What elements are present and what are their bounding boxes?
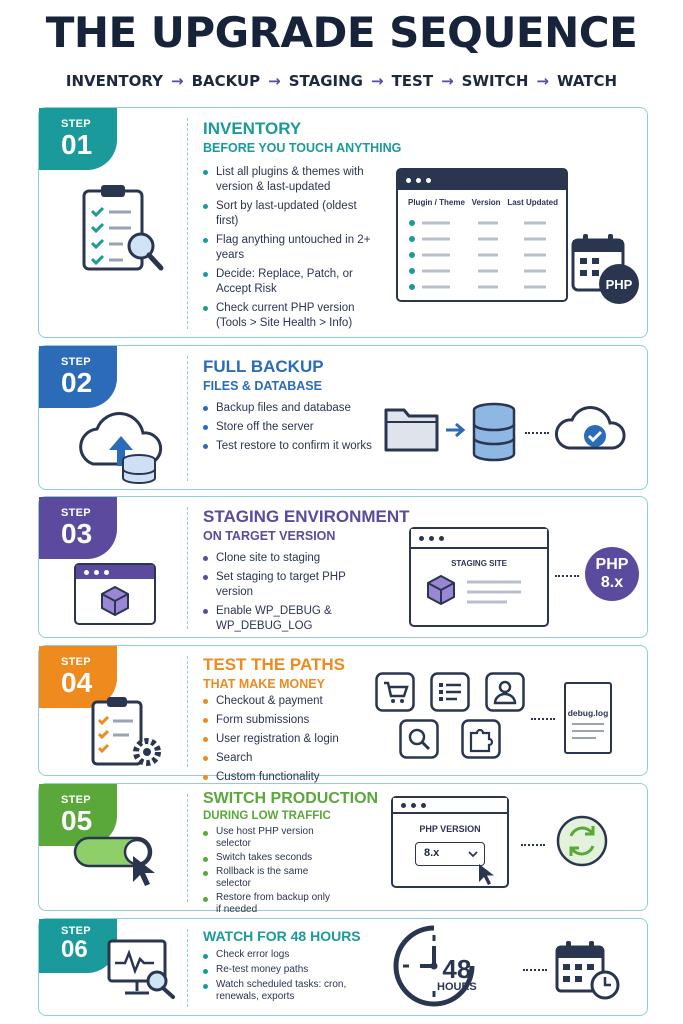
table-rows — [398, 211, 566, 301]
bullet-list — [203, 949, 353, 1006]
step-label: STEP — [61, 356, 91, 368]
step-number: 06 — [61, 936, 88, 963]
divider — [187, 656, 188, 767]
hours-number: 48 — [442, 954, 472, 984]
seq-test: TEST — [391, 72, 434, 90]
php-version-label: PHP VERSION — [419, 824, 481, 834]
seq-staging: STAGING — [288, 72, 363, 90]
bullet-item: Rollback is the same selector — [203, 866, 333, 890]
divider — [187, 507, 188, 629]
bullet-item: Search — [203, 751, 373, 766]
bullet-item: List all plugins & themes with version & last-updated — [203, 165, 373, 195]
seq-backup: BACKUP — [191, 72, 261, 90]
bullet-item: Backup files and database — [203, 401, 373, 416]
step-title: WATCH FOR 48 HOURS — [203, 928, 361, 944]
step-title: TEST THE PATHS — [203, 655, 345, 674]
log-lines — [566, 718, 610, 748]
arrow-right-icon — [444, 422, 468, 438]
debug-log-label: debug.log — [567, 708, 609, 718]
php-version-window — [391, 796, 509, 888]
plugin-table-window — [396, 168, 568, 302]
bullet-item: Form submissions — [203, 713, 373, 728]
seq-arrow: → — [268, 72, 281, 90]
seq-arrow: → — [441, 72, 454, 90]
php-version-badge — [585, 547, 639, 601]
step-card-test — [38, 645, 648, 783]
step-subtitle: FILES & DATABASE — [203, 379, 322, 393]
step-card-inventory — [38, 107, 648, 338]
bullet-list — [203, 165, 373, 335]
seq-inventory: INVENTORY — [65, 72, 163, 90]
php-badge — [599, 264, 639, 304]
divider — [187, 118, 188, 329]
step-heading — [203, 655, 345, 691]
divider — [187, 356, 188, 481]
bullet-item: Re-test money paths — [203, 964, 353, 976]
step-subtitle: DURING LOW TRAFFIC — [203, 810, 331, 822]
step-card-backup — [38, 345, 648, 490]
divider — [187, 929, 188, 1007]
folder-icon — [383, 404, 441, 454]
sequence-bar — [0, 72, 683, 90]
bullet-item: Custom functionality — [203, 770, 373, 785]
step-number: 05 — [61, 805, 93, 836]
hours-label — [437, 954, 477, 993]
seq-arrow: → — [536, 72, 549, 90]
select-value: 8.x — [424, 847, 440, 859]
step-number: 01 — [61, 129, 93, 160]
step-title: FULL BACKUP — [203, 357, 324, 376]
connector — [525, 432, 549, 434]
clipboard-gear-icon — [89, 696, 171, 774]
php-badge-label: PHP — [595, 556, 629, 573]
chevron-down-icon — [468, 851, 478, 858]
connector — [555, 575, 579, 577]
step-card-staging — [38, 496, 648, 638]
clipboard-check-icon — [79, 183, 169, 278]
bullet-item: Decide: Replace, Patch, or Accept Risk — [203, 267, 373, 297]
step-subtitle: BEFORE YOU TOUCH ANYTHING — [203, 141, 402, 155]
debug-log-file — [564, 682, 612, 754]
step-number: 03 — [61, 518, 93, 549]
connector — [523, 969, 547, 971]
bullet-item: Enable WP_DEBUG & WP_DEBUG_LOG — [203, 604, 373, 634]
bullet-list — [203, 401, 373, 458]
search-icon — [399, 719, 439, 759]
connector — [531, 718, 555, 720]
step-card-watch — [38, 918, 648, 1016]
refresh-icon — [555, 814, 609, 868]
step-number: 04 — [61, 667, 93, 698]
bullet-item: Test restore to confirm it works — [203, 439, 373, 454]
seq-switch: SWITCH — [461, 72, 529, 90]
bullet-item: Switch takes seconds — [203, 852, 333, 864]
step-subtitle: ON TARGET VERSION — [203, 529, 336, 543]
step-subtitle: THAT MAKE MONEY — [203, 677, 325, 691]
form-list-icon — [430, 672, 470, 712]
staging-window — [409, 527, 549, 627]
table-header: Version — [471, 198, 501, 207]
cloud-check-icon — [553, 398, 633, 458]
step-title: STAGING ENVIRONMENT — [203, 507, 410, 526]
bullet-item: Store off the server — [203, 420, 373, 435]
bullet-item: Check error logs — [203, 949, 353, 961]
page-title: THE UPGRADE SEQUENCE — [45, 8, 638, 57]
step-tab — [39, 108, 117, 170]
bullet-item: Clone site to staging — [203, 551, 373, 566]
bullet-list — [203, 826, 333, 918]
bullet-item: Watch scheduled tasks: cron, renewals, exports — [203, 979, 353, 1003]
step-tab — [39, 346, 117, 408]
calendar-clock-icon — [555, 939, 625, 1003]
bullet-item: Checkout & payment — [203, 694, 373, 709]
table-header: Last Updated — [507, 198, 558, 207]
staging-label: STAGING SITE — [451, 559, 507, 568]
bullet-item: Sort by last-updated (oldest first) — [203, 199, 373, 229]
bullet-item: Check current PHP version (Tools > Site Health > Info) — [203, 301, 373, 331]
divider — [187, 794, 188, 902]
cube-icon — [411, 568, 547, 618]
cloud-upload-icon — [71, 408, 171, 486]
puzzle-icon — [461, 719, 501, 759]
step-heading — [203, 790, 378, 822]
step-title: INVENTORY — [203, 119, 302, 138]
bullet-list — [203, 551, 373, 638]
window-bar — [398, 170, 566, 190]
table-header: Plugin / Theme — [408, 198, 465, 207]
database-icon — [471, 402, 517, 462]
cart-icon — [375, 672, 415, 712]
step-heading — [203, 507, 410, 543]
bullet-list — [203, 694, 373, 789]
step-heading — [203, 357, 324, 393]
step-label: STEP — [61, 794, 91, 806]
seq-watch: WATCH — [556, 72, 618, 90]
step-number: 02 — [61, 367, 93, 398]
toggle-switch-icon — [73, 836, 161, 888]
monitor-search-icon — [107, 939, 179, 1001]
php-version-select[interactable] — [415, 842, 485, 866]
bullet-item: Set staging to target PHP version — [203, 570, 373, 600]
cursor-icon — [477, 862, 495, 886]
seq-arrow: → — [371, 72, 384, 90]
step-title: SWITCH PRODUCTION — [203, 790, 379, 807]
step-label: STEP — [61, 507, 91, 519]
step-heading — [203, 119, 401, 155]
bullet-item: User registration & login — [203, 732, 373, 747]
step-card-switch — [38, 783, 648, 915]
step-heading — [203, 928, 361, 944]
browser-cube-icon — [74, 563, 156, 625]
user-icon — [485, 672, 525, 712]
connector — [521, 844, 545, 846]
step-label: STEP — [61, 925, 91, 937]
bullet-item: Use host PHP version selector — [203, 826, 333, 850]
hours-unit: HOURS — [437, 981, 477, 993]
bullet-item: Restore from backup only if needed — [203, 892, 333, 916]
step-tab — [39, 919, 117, 973]
seq-arrow: → — [171, 72, 184, 90]
step-label: STEP — [61, 118, 91, 130]
step-label: STEP — [61, 656, 91, 668]
php-badge-label: PHP — [605, 276, 633, 292]
php-badge-version: 8.x — [600, 574, 624, 591]
bullet-item: Flag anything untouched in 2+ years — [203, 233, 373, 263]
step-tab — [39, 497, 117, 559]
